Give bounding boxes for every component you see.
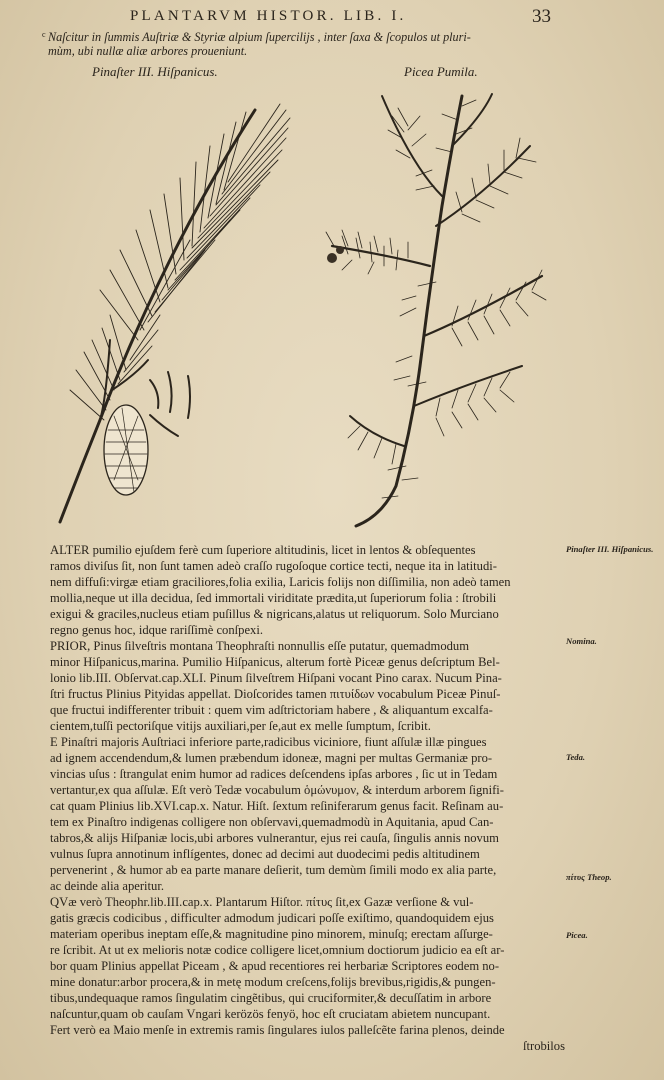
body-text-line: cat quam Plinius lib.XVI.cap.x. Natur. Hiſt. ſextum reſiniferarum genus facit. Reſinam au- — [50, 799, 504, 813]
body-text-line: materiam operibus ineptam eſſe,& magnitudine pino minorem, minuſq; erectam aſſurge- — [50, 927, 493, 941]
body-text-line: bor quam Plinius appellat Piceam , & apud recentiores rei herbariæ Scriptores eodem no- — [50, 959, 500, 973]
page-number: 33 — [532, 6, 551, 27]
body-text-line: que fructui indifferenter tribuit : quem vim adſtrictoriam habere , & aliquantum excalfa- — [50, 703, 493, 717]
body-text-line: re ſcribit. At ut ex melioris notæ codice colligere licet,omnium doctiorum judicio ea eſt ar- — [50, 943, 505, 957]
body-text-line: cientem,tuſſi pectoriſque vitijs auxiliari,per ſe,aut ex melle ſumptum, ſcribit. — [50, 719, 431, 733]
body-text-line: gatis græcis codicibus , difficulter admodum judicari poſſe exiſtimo, quandoquidem ejus — [50, 911, 494, 925]
body-text-line: exigui & graciles,nucleus etiam puſillus & nigricans,alatus ut reliquorum. Solo Murciano — [50, 607, 499, 621]
body-text-line: nem diffuſi:virgæ etiam graciliores,folia exilia, Laricis folijs non diſſimilia, non adeò tamen — [50, 575, 511, 589]
body-text-line: vincias uſus : ſtrangulat enim humor ad radices deſcendens ipſas arbores , ſic ut in Tedam — [50, 767, 498, 781]
body-text-line: ramos diviſus ſit, non ſunt tamen adeò craſſo rugoſoque cortice tecti, neque ita in latitudi- — [50, 559, 497, 573]
catchword: ſtrobilos — [523, 1039, 565, 1053]
signature-mark: c — [42, 30, 46, 39]
body-text-line: ſtri fructus Plinius Pityidas appellat. Dioſcorides tamen πιτυίδων vocabulum Piceæ Pinuſ- — [50, 687, 501, 701]
body-text-line: ac deinde alia aperitur. — [50, 879, 164, 893]
body-text-line: mollia,neque ut illa decidua, ſed immortali viriditate prædita,ut ſuperiorum folia : ſtrobili — [50, 591, 497, 605]
pinaster-woodcut-figure — [40, 90, 300, 535]
intro-line: Naſcitur in ſummis Auſtriæ & Styriæ alpium ſupercilijs , inter ſaxa & ſcopulos ut pluri- — [48, 30, 471, 44]
body-text-line: lonio lib.III. Obſervat.cap.XLI. Pinum ſilveſtrem Hiſpani vocant Pino carax. Nucum Pina- — [50, 671, 502, 685]
body-text-line: Fert verò ea Maio menſe in extremis ramis ſingulares iulos palleſcẽte farina plenos, deinde — [50, 1023, 505, 1037]
body-text-line: minor Hiſpanicus,marina. Pumilio Hiſpanicus, alterum fortè Piceæ genus deſcriptum Bel- — [50, 655, 500, 669]
figure-caption-right: Picea Pumila. — [404, 64, 478, 79]
body-text-line: tibus,undequaque ramos ſingulatim cingẽtibus, qui cruciformiter,& decuſſatim in arbore — [50, 991, 492, 1005]
body-text-line: mine donatur:arbor procera,& in metę modum creſcens,folijs brevibus,rigidis,& pungen- — [50, 975, 496, 989]
body-text-line: vertantur,ex qua aſſulæ. Eſt verò Tedæ vocabulum ὁμώνυμον, & interdum arborem ſignifi- — [50, 783, 504, 797]
picea-woodcut-figure — [312, 86, 568, 534]
margin-note-pitys: πίτυς Theop. — [566, 872, 612, 882]
margin-note-picea: Picea. — [566, 930, 588, 940]
body-text-line: vulnus ſupra annotinum inflígentes, donec ad decimi aut duodecimi pedis altitudinem — [50, 847, 480, 861]
body-text-line: pervenerint , & humor ab ea parte manare deſierit, tum demùm ſimili modo ex alia parte, — [50, 863, 497, 877]
margin-note-nomina: Nomina. — [566, 636, 597, 646]
body-text-line: tabros,& alijs Hiſpaniæ locis,ubi arbores vulnerantur, ejus rei cauſa, ſingulis annis novum — [50, 831, 499, 845]
body-text-line: regno genus hoc, idque rariſſimè conſpexi. — [50, 623, 263, 637]
body-text-line: ad ignem accendendum,& lumen præbendum idoneæ, magni per multas Germaniæ pro- — [50, 751, 493, 765]
margin-note-pinaster: Pinaſter III. Hiſpanicus. — [566, 544, 654, 554]
running-title: PLANTARVM HISTOR. LIB. I. — [130, 8, 407, 24]
body-text-line: ALTER pumilio ejuſdem ferè cum ſuperiore altitudinis, licet in lentos & obſequentes — [50, 543, 476, 557]
margin-note-teda: Teda. — [566, 752, 586, 762]
body-text-line: tem ex Pinaſtro indigenas colligere non obſervavi,quemadmodù in Aquitania, apud Can- — [50, 815, 494, 829]
body-text-line: naſcuntur,quam ob cauſam Vngari kerözös fenyö, hoc eſt cruciatam abietem nuncupant. — [50, 1007, 491, 1021]
body-text-line: QVæ verò Theophr.lib.III.cap.x. Plantarum Hiſtor. πίτυς ſit,ex Gazæ verſione & vul- — [50, 895, 474, 909]
running-head — [0, 6, 664, 28]
figure-caption-left: Pinaſter III. Hiſpanicus. — [92, 64, 218, 79]
intro-line: mùm, ubi nullæ aliæ arbores proueniunt. — [48, 44, 248, 58]
body-text-line: PRIOR, Pinus ſilveſtris montana Theophraſti nonnullis eſſe putatur, quemadmodum — [50, 639, 470, 653]
body-text-line: E Pinaſtri majoris Auſtriaci inferiore parte,radicibus viciniore, fiunt aſſulæ illæ pingues — [50, 735, 487, 749]
